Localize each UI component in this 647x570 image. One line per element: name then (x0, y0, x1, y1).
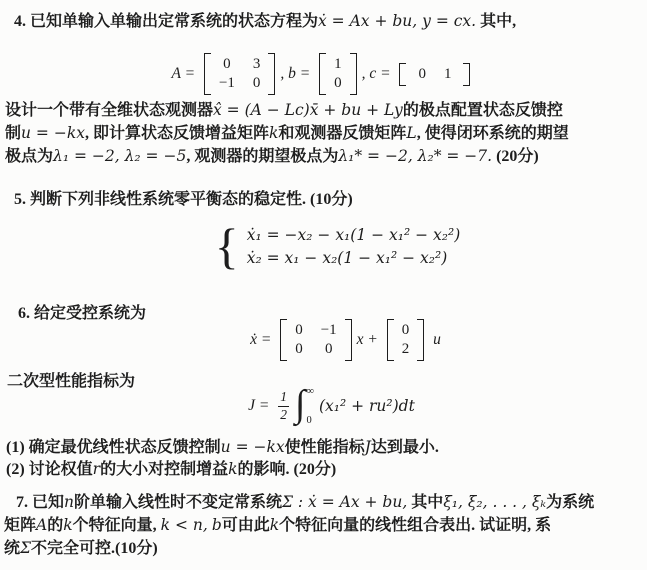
question-4-intro-line (14, 10, 516, 33)
bracket-right (350, 53, 357, 95)
bracket-left (319, 53, 326, 95)
bracket-left (387, 319, 394, 361)
matrix-input (387, 319, 425, 361)
integral-upper-limit: ∞ (306, 386, 314, 397)
question-6-item-1 (6, 436, 439, 459)
cost-lhs: J = (248, 397, 274, 414)
equation-line: ẋ₂ = x₁ − x₂(1 − x₁² − x₂²) (246, 248, 448, 267)
text-segment: 的极点配置状态反馈控 (402, 102, 563, 119)
math-segment: r (92, 460, 101, 478)
text-segment: 使性能指标 (284, 439, 365, 456)
matrix-cell: 0 (295, 341, 303, 357)
math-segment: k < n, (160, 516, 208, 534)
matrix-cell: 0 (324, 341, 333, 357)
text-segment: 制 (5, 125, 22, 142)
math-segment: u = −kx (21, 124, 85, 142)
matrix-a (204, 53, 275, 95)
matrix-cell: 0 (401, 322, 410, 338)
math-segment: b (211, 516, 222, 534)
fraction-numerator: 1 (280, 389, 288, 405)
math-segment: ẋ = Ax + bu, y = cx. (318, 12, 477, 30)
matrix-system (280, 319, 351, 361)
integral-lower-limit: 0 (306, 415, 312, 426)
matrix-cell: 0 (252, 75, 261, 91)
text-segment: (20分) (492, 148, 539, 165)
math-segment: Σ (20, 539, 31, 557)
text-segment: 其中 (407, 494, 444, 511)
bracket-right (463, 63, 470, 86)
matrix-cell: 2 (401, 341, 410, 357)
text-segment: 不完全可控.(10分) (30, 540, 158, 557)
math-segment: A (36, 516, 48, 534)
matrix-c (399, 63, 470, 86)
text-segment: 二次型性能指标为 (7, 373, 136, 390)
math-segment: n (64, 493, 74, 511)
question-4-matrix-equation (0, 50, 647, 98)
math-segment: k (269, 516, 280, 534)
math-segment: L (406, 124, 417, 142)
question-4-design-line-2 (5, 122, 569, 145)
text-segment: 矩阵 (4, 517, 37, 534)
math-segment: Σ : ẋ = Ax + bu, (282, 493, 408, 511)
matrix-cell: 1 (443, 65, 452, 82)
question-5-heading (14, 189, 353, 211)
text-segment: 个特征向量, (72, 517, 161, 534)
text-segment: (2) 讨论权值 (6, 461, 93, 478)
question-6-cost-equation (8, 383, 647, 429)
text-segment: 极点为 (5, 148, 54, 165)
question-7-line-1 (16, 491, 594, 514)
math-segment: ξ₁, ξ₂, . . . , ξₖ (443, 493, 547, 511)
equation-line: ẋ₁ = −x₂ − x₁(1 − x₁² − x₂²) (246, 225, 461, 244)
matrix-c-label: , c = (361, 65, 395, 82)
text-segment: 统 (4, 540, 21, 557)
state-eq-rhs: u (429, 331, 441, 348)
matrix-b-label: , b = (280, 65, 315, 82)
bracket-right (417, 319, 424, 361)
matrix-cell: 0 (223, 56, 231, 72)
math-segment: k (228, 460, 238, 478)
fraction-denominator: 2 (280, 406, 288, 422)
question-7-line-2 (4, 514, 551, 537)
bracket-right (345, 319, 352, 361)
math-segment: J (364, 438, 371, 456)
question-4-design-line-3 (5, 145, 539, 168)
text-segment: 阶单输入线性时不变定常系统 (74, 494, 283, 511)
bracket-left (399, 63, 406, 86)
text-segment: 其中, (476, 13, 517, 30)
text-segment: 的大小对控制增益 (100, 461, 229, 478)
math-segment: λ₁* = −2, λ₂* = −7. (338, 147, 493, 165)
text-segment: 4. 已知单输入单输出定常系统的状态方程为 (14, 13, 319, 30)
matrix-cell: −1 (218, 75, 235, 91)
bracket-left (280, 319, 287, 361)
text-segment: 为系统 (546, 494, 595, 511)
state-eq-lhs: ẋ = (250, 331, 276, 348)
text-segment: 个特征向量的线性组合表出. 试证明, 系 (279, 517, 552, 534)
question-6-state-equation (22, 318, 647, 362)
text-segment: , 使得闭环系统的期望 (416, 125, 569, 142)
integrand: (x₁² + ru²)dt (318, 397, 415, 415)
text-segment: 7. 已知 (16, 494, 65, 511)
text-segment: 的影响. (20分) (237, 461, 337, 478)
question-5-system-equation (0, 219, 647, 273)
matrix-cell: 0 (295, 322, 303, 338)
question-6-item-2 (6, 458, 336, 481)
text-segment: , 即计算状态反馈增益矩阵 (84, 125, 269, 142)
math-segment: x̂ = (A − Lc)x̄ + bu + Ly (213, 101, 403, 119)
math-segment: k (268, 124, 279, 142)
text-segment: (1) 确定最优线性状态反馈控制 (6, 439, 221, 456)
text-segment: 可由此 (221, 517, 270, 534)
text-segment: , 观测器的期望极点为 (186, 148, 339, 165)
text-segment: 5. 判断下列非线性系统零平衡态的稳定性. (10分) (14, 191, 353, 208)
text-segment: 设计一个带有全维状态观测器 (5, 102, 214, 119)
question-4-design-line-1 (5, 99, 563, 122)
matrix-cell: 0 (418, 65, 426, 82)
fraction-one-half (278, 389, 289, 422)
matrix-cell: 1 (334, 56, 342, 72)
math-segment: u = −kx (220, 438, 285, 456)
integral-limits (306, 386, 314, 426)
state-eq-mid: x + (356, 331, 382, 348)
matrix-cell: 0 (334, 75, 342, 91)
system-brace: { (214, 217, 239, 274)
text-segment: 达到最小. (370, 439, 439, 456)
math-segment: λ₁ = −2, λ₂ = −5 (53, 147, 187, 165)
bracket-left (204, 53, 211, 95)
integral-sign: ∫ (295, 383, 306, 425)
bracket-right (268, 53, 275, 95)
matrix-cell: 3 (252, 56, 261, 72)
text-segment: 的 (47, 517, 64, 534)
text-segment: 6. 给定受控系统为 (18, 305, 147, 322)
matrix-b (319, 53, 357, 95)
matrix-cell: −1 (320, 322, 337, 338)
math-segment: k (63, 516, 73, 534)
question-7-line-3 (4, 537, 158, 560)
matrix-a-label: A = (171, 65, 199, 82)
text-segment: 和观测器反馈矩阵 (278, 125, 407, 142)
